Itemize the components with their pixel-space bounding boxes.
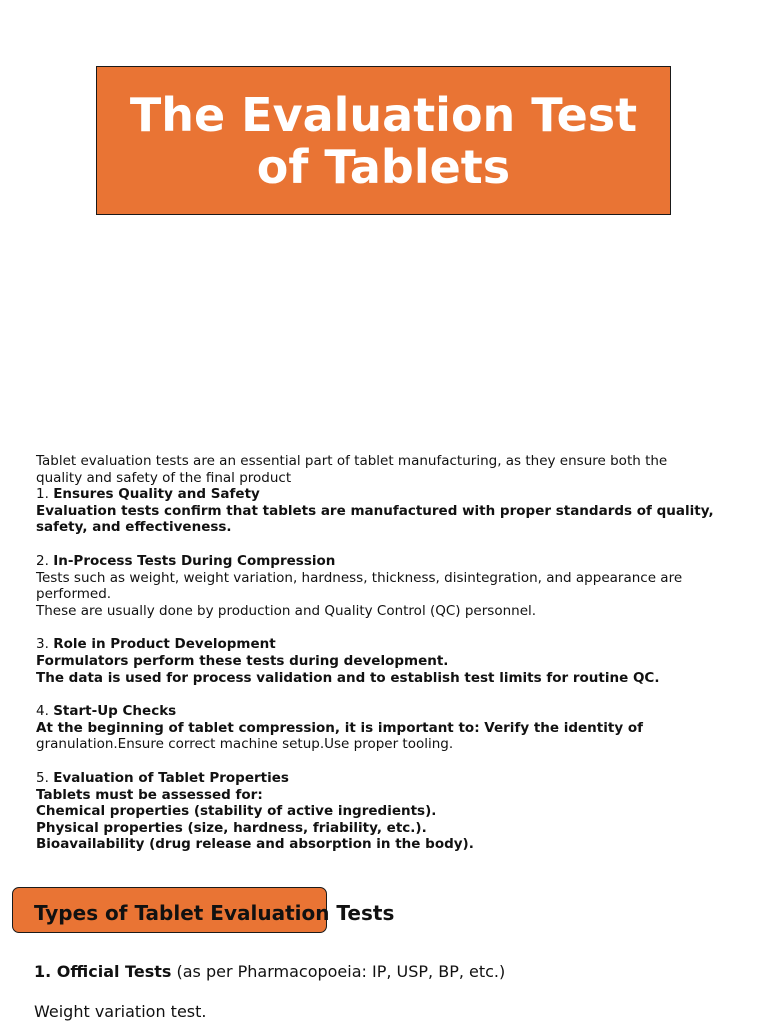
section-title: Types of Tablet Evaluation Tests	[34, 901, 395, 925]
point-heading: Role in Product Development	[53, 636, 276, 653]
point-heading: In-Process Tests During Compression	[53, 552, 336, 569]
point-heading: Evaluation of Tablet Properties	[53, 769, 289, 786]
point-text: Tests such as weight, weight variation, hardness, thickness, disintegration, and appearance are performed.	[36, 569, 683, 603]
point-text: Physical properties (size, hardness, friability, etc.).	[36, 819, 427, 836]
point-text-bold: At the beginning of tablet compression, it is important to: Verify the identity of	[36, 719, 643, 736]
point-2	[36, 553, 716, 570]
document-body	[36, 453, 716, 853]
point-number: 4.	[36, 703, 49, 720]
point-text: Bioavailability (drug release and absorption in the body).	[36, 836, 474, 853]
point-heading: Start-Up Checks	[53, 703, 177, 720]
point-text: Chemical properties (stability of active ingredients).	[36, 803, 437, 820]
point-4	[36, 703, 716, 720]
official-tests-line	[34, 962, 505, 982]
point-text: Formulators perform these tests during development.	[36, 652, 449, 669]
title-banner	[96, 66, 671, 215]
point-text	[36, 720, 716, 753]
point-number: 2.	[36, 552, 49, 569]
intro-paragraph: Tablet evaluation tests are an essential part of tablet manufacturing, as they ensure both the quality and safety of the final product	[36, 453, 668, 486]
point-number: 1.	[36, 486, 49, 503]
point-1	[36, 486, 716, 503]
official-tests-heading: 1. Official Tests	[34, 962, 172, 981]
point-text: These are usually done by production and Quality Control (QC) personnel.	[36, 602, 537, 619]
point-heading: Ensures Quality and Safety	[53, 486, 260, 503]
point-text: The data is used for process validation and to establish test limits for routine QC.	[36, 669, 660, 686]
point-text: Tablets must be assessed for:	[36, 786, 263, 803]
page-title: The Evaluation Test of Tablets	[129, 87, 638, 194]
point-5	[36, 770, 716, 787]
point-text: Evaluation tests confirm that tablets are manufactured with proper standards of quality, safety, and effectiveness.	[36, 502, 714, 536]
point-3	[36, 636, 716, 653]
test-item: Weight variation test.	[34, 1002, 207, 1021]
point-number: 3.	[36, 636, 49, 653]
point-text-normal: granulation.Ensure correct machine setup.Use proper tooling.	[36, 736, 454, 753]
official-tests-note: (as per Pharmacopoeia: IP, USP, BP, etc.)	[171, 962, 506, 981]
point-number: 5.	[36, 769, 49, 786]
